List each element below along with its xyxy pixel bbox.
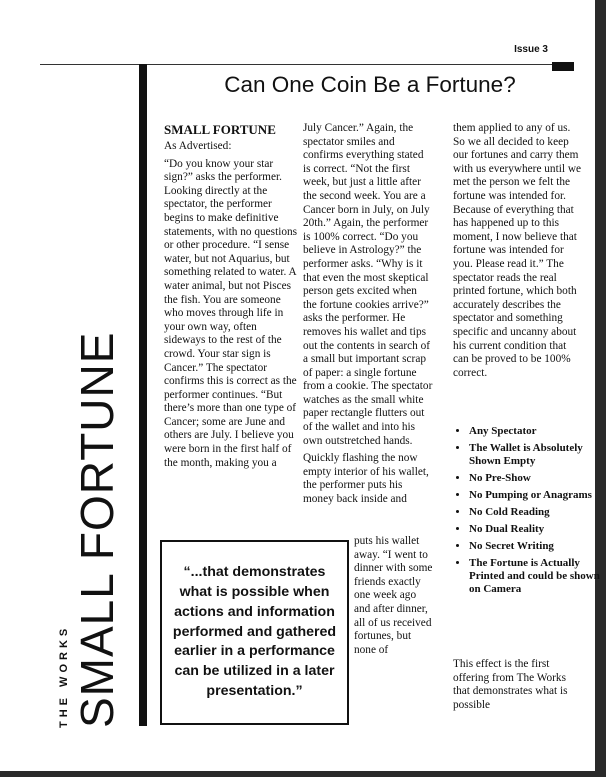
- feature-item: • Any Spectator: [469, 425, 604, 438]
- article-col2-paragraph-2: Quickly flashing the now empty interior of his wallet, the performer puts his money back inside and: [303, 452, 429, 506]
- feature-item: • The Wallet is Absolutely Shown Empty: [469, 442, 604, 468]
- feature-item: • The Fortune is Actually Printed and could be shown on Camera: [469, 557, 604, 596]
- article-column-1: [164, 122, 298, 474]
- feature-item: • No Pre-Show: [469, 472, 604, 485]
- header-tab: [552, 62, 574, 71]
- header-rule: [40, 64, 552, 65]
- article-closing-text: This effect is the first offering from The Works that demonstrates what is possible: [453, 658, 568, 711]
- article-closing: [453, 658, 583, 716]
- page-title: Can One Coin Be a Fortune?: [224, 72, 516, 97]
- spine-series: THE WORKS: [58, 624, 70, 728]
- spine: [50, 108, 123, 728]
- article-column-2-narrow: [354, 535, 434, 661]
- pull-quote-box: [160, 540, 349, 725]
- pull-quote: “...that demonstrates what is possible when actions and information performed and gathered earlier in a performance can be utilized in a later presentation.”: [172, 564, 337, 699]
- feature-list: [455, 425, 604, 600]
- feature-item: • No Secret Writing: [469, 540, 604, 553]
- page-edge-bottom: [0, 771, 606, 777]
- article-col2-narrow-text: puts his wallet away. “I went to dinner with some friends exactly one week ago and after dinner, all of us received fortunes, but none of: [354, 535, 433, 656]
- spine-product-title: SMALL FORTUNE: [71, 331, 123, 728]
- page-edge-right: [595, 0, 606, 777]
- article-lead: As Advertised:: [164, 140, 232, 152]
- article-col2-paragraph-1: July Cancer.” Again, the spectator smiles and confirms everything stated is correct. “Not the first week, but just a little after the second week. You are a Cancer born in July, on July 20th.” Again, the performer is 100% correct. “Do you believe in Astrology?” the performer asks. “Why is it that even the most skeptical person gets excited when the fortune cookies arrive?” asks the performer. He removes his wallet and tips out the contents in search of a small but important scrap of paper: a single fortune from a cookie. The spectator watches as the small white paper rectangle flutters out of the wallet and into his own outstretched hands.: [303, 122, 433, 447]
- article-column-3: [453, 122, 583, 384]
- article-column-2: [303, 122, 433, 511]
- article-col3-text: them applied to any of us. So we all decided to keep our fortunes and carry them with us everywhere until we met the person we felt the fortune was intended for. Because of everything that has happened up to this moment, I now believe that fortune was intended for you. Please read it.” The spectator reads the real printed fortune, which both accurately describes the spectator and something specific and uncanny about his current condition that can be proved to be 100% correct.: [453, 122, 581, 379]
- feature-item: • No Dual Reality: [469, 523, 604, 536]
- vertical-divider-bar: [139, 64, 147, 726]
- feature-item: • No Pumping or Anagrams: [469, 489, 604, 502]
- article-subhead: SMALL FORTUNE: [164, 122, 276, 137]
- issue-number: Issue 3: [514, 44, 548, 55]
- article-col1-text: “Do you know your star sign?” asks the performer. Looking directly at the spectator, the performer begins to make definitive statements, with no questions or other procedure. “I sense water, but not Aquarius, but something related to water. A water animal, but not Pisces the fish. You are someone who moves through life in your own way, often sideways to the rest of the crowd. Your star sign is Cancer.” The spectator confirms this is correct as the performer continues. “But there’s more than one type of Cancer; some are June and others are July. I believe you were born in the first half of the month, making you a: [164, 157, 298, 469]
- feature-item: • No Cold Reading: [469, 506, 604, 519]
